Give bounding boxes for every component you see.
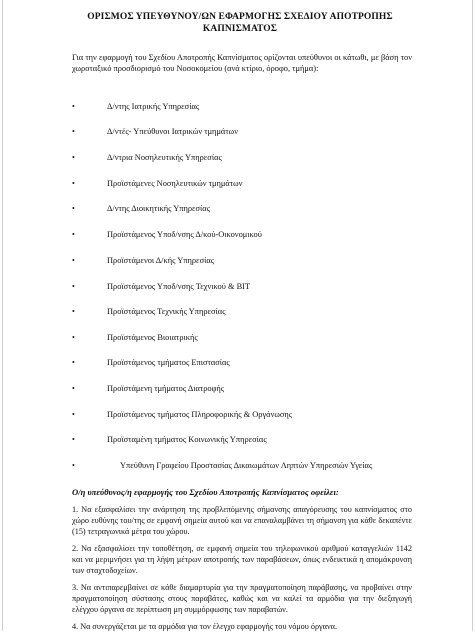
bullet-icon: • bbox=[72, 230, 75, 239]
bullet-icon: • bbox=[72, 461, 75, 470]
list-item-label: Προϊστάμενος Τεχνικής Υπηρεσίας bbox=[107, 307, 226, 316]
list-item-label: Δ/ντές- Υπεύθυνοι Ιατρικών τμημάτων bbox=[107, 127, 238, 136]
intro-paragraph: Για την εφαρμογή του Σχεδίου Αποτροπής Καπνίσματος ορίζονται υπεύθυνοι οι κάτωθι, με βάση τον χωροταξικό προσδιορισμό του Νοσοκομείου (ανά κτίριο, όροφο, τμήμα): bbox=[72, 53, 412, 73]
page-edge-left bbox=[2, 0, 3, 631]
list-item-label: Προϊστάμενος Υποδ/νσης Δ/κού-Οικονομικού bbox=[107, 230, 262, 239]
bullet-icon: • bbox=[72, 282, 75, 291]
list-item-label: Προϊστάμενες Νοσηλευτικών τμημάτων bbox=[107, 179, 243, 188]
document-title-line-1: ΟΡΙΣΜΟΣ ΥΠΕΥΘΥΝΟΥ/ΩΝ ΕΦΑΡΜΟΓΗΣ ΣΧΕΔΙΟΥ ΑΠΟΤΡΟΠΗΣ bbox=[87, 12, 393, 22]
bullet-icon: • bbox=[72, 179, 75, 188]
bullet-icon: • bbox=[72, 410, 75, 419]
list-item-label: Προϊστάμενος Βιοιατρικής bbox=[107, 333, 198, 342]
list-item-label: Προϊστάμενος τμήματος Πληροφορικής & Οργάνωσης bbox=[107, 410, 293, 419]
bullet-icon: • bbox=[72, 127, 75, 136]
list-item-label: Προϊσταμένη τμήματος Κοινωνικής Υπηρεσίας bbox=[107, 435, 267, 444]
bullet-icon: • bbox=[72, 153, 75, 162]
list-item-label: Δ/ντης Διοικητικής Υπηρεσίας bbox=[107, 204, 211, 213]
bullet-icon: • bbox=[72, 204, 75, 213]
bullet-icon: • bbox=[72, 435, 75, 444]
bullet-icon: • bbox=[72, 333, 75, 342]
list-item-label: Προϊστάμενη τμήματος Διατροφής bbox=[107, 384, 225, 393]
bullet-icon: • bbox=[72, 102, 75, 111]
obligation-paragraph: 3. Να αντιπαρεμβαίνει σε κάθε διαμαρτυρία για την πραγματοποίηση παράβασης, να προβαίνει στην πραγματοποίηση σύστασης στους παραβάτες, καθώς και να καλεί τα αρμόδια για την διεξαγωγή ελέγχου όργανα σε περίπτωση μη συμμόρφωσης των παραβατών. bbox=[72, 583, 412, 614]
list-item-label: Δ/ντης Ιατρικής Υπηρεσίας bbox=[107, 102, 200, 111]
list-item-label: Υπεύθυνη Γραφείου Προστασίας Δικαιωμάτων Ληπτών Υπηρεσιών Υγείας bbox=[120, 461, 373, 470]
obligation-paragraph: 4. Να συνεργάζεται με τα αρμόδια για τον έλεγχο εφαρμογής του νόμου όργανα. bbox=[72, 622, 338, 631]
list-item-label: Δ/ντρια Νοσηλευτικής Υπηρεσίας bbox=[107, 153, 222, 162]
bullet-icon: • bbox=[72, 358, 75, 367]
document-title-line-2: ΚΑΠΝΙΣΜΑΤΟΣ bbox=[202, 24, 278, 34]
list-item-label: Προϊστάμενοι Δ/κής Υπηρεσίας bbox=[107, 256, 215, 265]
bullet-icon: • bbox=[72, 256, 75, 265]
obligations-heading: Ο/η υπεύθυνος/η εφαρμογής του Σχεδίου Αποτροπής Καπνίσματος οφείλει: bbox=[72, 487, 339, 497]
bullet-icon: • bbox=[72, 384, 75, 393]
list-item-label: Προϊστάμενος τμήματος Επιστασίας bbox=[107, 358, 230, 367]
page-edge-right bbox=[472, 0, 473, 631]
bullet-icon: • bbox=[72, 307, 75, 316]
obligation-paragraph: 2. Να εξασφαλίσει την τοποθέτηση, σε εμφανή σημεία του τηλεφωνικού αριθμού καταγγελιών 1142 και να μεριμνήσει για τη λήψη μέτρων αποτροπής των παραβάσεων, όπως ενδεικτικά η απομάκρυνση των σταχτοδοχείων. bbox=[72, 544, 412, 575]
obligation-paragraph: 1. Να εξασφαλίσει την ανάρτηση της προβλεπόμενης σήμανσης απαγόρευσης του καπνίσματος στο χώρο ευθύνης του/της σε εμφανή σημεία αυτού και να επαναλαμβάνει τη σήμανση για κάθε δεκαπέντε (15) τετραγωνικά μέτρα του χώρου. bbox=[72, 505, 412, 536]
list-item-label: Προϊστάμενος Υποδ/νσης Τεχνικού & ΒΙΤ bbox=[107, 282, 251, 291]
